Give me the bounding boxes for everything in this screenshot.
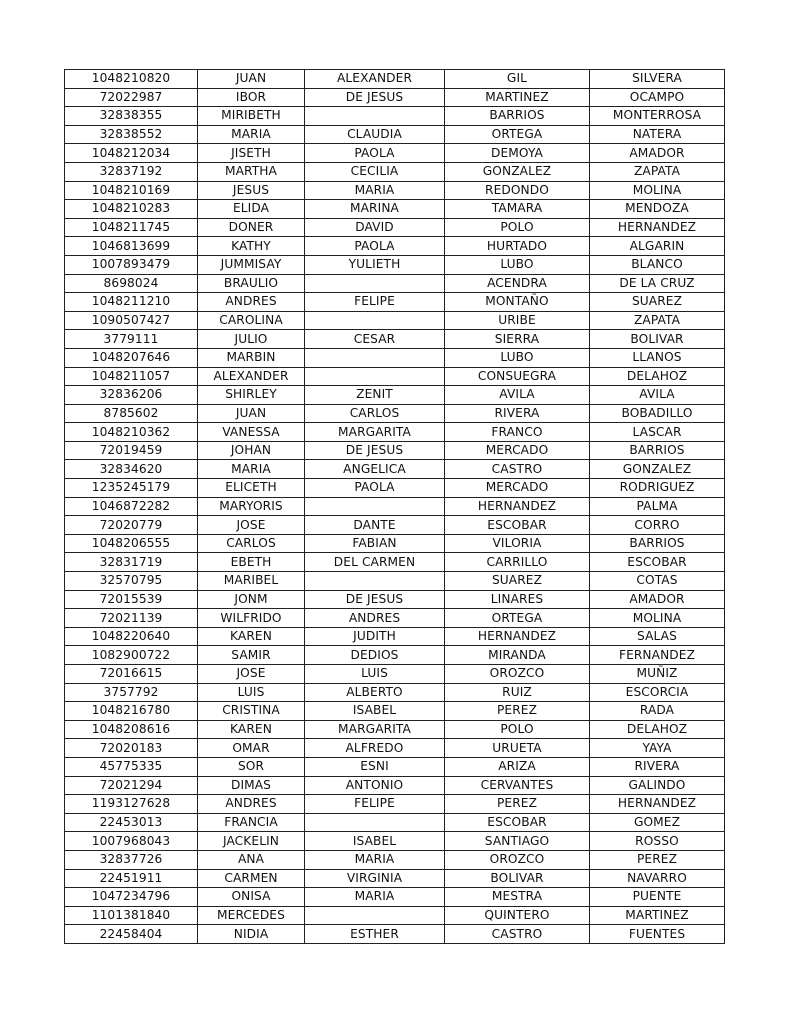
first-name-cell: JOHAN xyxy=(198,441,305,460)
id-number-cell: 3779111 xyxy=(65,330,198,349)
id-number-cell: 1101381840 xyxy=(65,906,198,925)
middle-name-cell: PAOLA xyxy=(305,144,445,163)
first-surname-cell: MERCADO xyxy=(445,441,590,460)
table-row xyxy=(65,423,725,442)
id-number-cell: 72020183 xyxy=(65,739,198,758)
first-name-cell: JONM xyxy=(198,590,305,609)
middle-name-cell: FELIPE xyxy=(305,293,445,312)
id-number-cell: 8785602 xyxy=(65,404,198,423)
first-name-cell: ONISA xyxy=(198,888,305,907)
table-row xyxy=(65,590,725,609)
first-name-cell: MARTHA xyxy=(198,162,305,181)
table-row xyxy=(65,850,725,869)
id-number-cell: 45775335 xyxy=(65,757,198,776)
table-row xyxy=(65,386,725,405)
id-number-cell: 72021294 xyxy=(65,776,198,795)
second-surname-cell: GOMEZ xyxy=(590,813,725,832)
first-surname-cell: ESCOBAR xyxy=(445,813,590,832)
id-number-cell: 1048210169 xyxy=(65,181,198,200)
table-row xyxy=(65,497,725,516)
middle-name-cell xyxy=(305,274,445,293)
first-name-cell: LUIS xyxy=(198,683,305,702)
first-surname-cell: ORTEGA xyxy=(445,125,590,144)
second-surname-cell: DE LA CRUZ xyxy=(590,274,725,293)
table-row xyxy=(65,832,725,851)
first-name-cell: CARMEN xyxy=(198,869,305,888)
table-row xyxy=(65,646,725,665)
middle-name-cell: PAOLA xyxy=(305,479,445,498)
first-name-cell: ALEXANDER xyxy=(198,367,305,386)
middle-name-cell: ESNI xyxy=(305,757,445,776)
table-row xyxy=(65,107,725,126)
second-surname-cell: LASCAR xyxy=(590,423,725,442)
first-name-cell: JOSE xyxy=(198,665,305,684)
middle-name-cell xyxy=(305,367,445,386)
first-surname-cell: TAMARA xyxy=(445,200,590,219)
second-surname-cell: ESCOBAR xyxy=(590,553,725,572)
table-row xyxy=(65,367,725,386)
table-row xyxy=(65,572,725,591)
table-row xyxy=(65,683,725,702)
id-number-cell: 32838355 xyxy=(65,107,198,126)
first-surname-cell: CERVANTES xyxy=(445,776,590,795)
id-number-cell: 72016615 xyxy=(65,665,198,684)
table-row xyxy=(65,274,725,293)
first-surname-cell: URUETA xyxy=(445,739,590,758)
first-surname-cell: URIBE xyxy=(445,311,590,330)
table-row xyxy=(65,553,725,572)
first-name-cell: IBOR xyxy=(198,88,305,107)
middle-name-cell: ALEXANDER xyxy=(305,70,445,89)
second-surname-cell: ROSSO xyxy=(590,832,725,851)
first-surname-cell: SANTIAGO xyxy=(445,832,590,851)
first-name-cell: NIDIA xyxy=(198,925,305,944)
table-row xyxy=(65,237,725,256)
middle-name-cell: DEL CARMEN xyxy=(305,553,445,572)
first-surname-cell: MONTAÑO xyxy=(445,293,590,312)
middle-name-cell: ESTHER xyxy=(305,925,445,944)
second-surname-cell: RODRIGUEZ xyxy=(590,479,725,498)
first-name-cell: MARBIN xyxy=(198,348,305,367)
first-name-cell: SHIRLEY xyxy=(198,386,305,405)
id-number-cell: 1048210820 xyxy=(65,70,198,89)
id-number-cell: 1048210283 xyxy=(65,200,198,219)
second-surname-cell: ESCORCIA xyxy=(590,683,725,702)
id-number-cell: 1048216780 xyxy=(65,702,198,721)
first-name-cell: JUMMISAY xyxy=(198,255,305,274)
id-number-cell: 72019459 xyxy=(65,441,198,460)
first-name-cell: SOR xyxy=(198,757,305,776)
table-row xyxy=(65,720,725,739)
first-surname-cell: LUBO xyxy=(445,255,590,274)
second-surname-cell: PALMA xyxy=(590,497,725,516)
second-surname-cell: BOLIVAR xyxy=(590,330,725,349)
middle-name-cell: PAOLA xyxy=(305,237,445,256)
table-row xyxy=(65,441,725,460)
table-row xyxy=(65,255,725,274)
first-surname-cell: SUAREZ xyxy=(445,572,590,591)
middle-name-cell: CARLOS xyxy=(305,404,445,423)
first-name-cell: JOSE xyxy=(198,516,305,535)
middle-name-cell: ANDRES xyxy=(305,609,445,628)
table-row xyxy=(65,534,725,553)
table-row xyxy=(65,925,725,944)
second-surname-cell: GALINDO xyxy=(590,776,725,795)
middle-name-cell: DEDIOS xyxy=(305,646,445,665)
id-number-cell: 1007968043 xyxy=(65,832,198,851)
second-surname-cell: BARRIOS xyxy=(590,441,725,460)
first-surname-cell: MERCADO xyxy=(445,479,590,498)
middle-name-cell: MARIA xyxy=(305,850,445,869)
id-number-cell: 22451911 xyxy=(65,869,198,888)
first-surname-cell: BARRIOS xyxy=(445,107,590,126)
table-row xyxy=(65,162,725,181)
first-surname-cell: OROZCO xyxy=(445,850,590,869)
first-name-cell: JUAN xyxy=(198,70,305,89)
id-number-cell: 1082900722 xyxy=(65,646,198,665)
id-number-cell: 72021139 xyxy=(65,609,198,628)
middle-name-cell: DE JESUS xyxy=(305,88,445,107)
table-row xyxy=(65,70,725,89)
first-surname-cell: QUINTERO xyxy=(445,906,590,925)
second-surname-cell: YAYA xyxy=(590,739,725,758)
middle-name-cell: CECILIA xyxy=(305,162,445,181)
first-name-cell: FRANCIA xyxy=(198,813,305,832)
first-surname-cell: AVILA xyxy=(445,386,590,405)
middle-name-cell: ANGELICA xyxy=(305,460,445,479)
first-surname-cell: MIRANDA xyxy=(445,646,590,665)
first-surname-cell: ACENDRA xyxy=(445,274,590,293)
second-surname-cell: SILVERA xyxy=(590,70,725,89)
second-surname-cell: RIVERA xyxy=(590,757,725,776)
first-name-cell: KAREN xyxy=(198,720,305,739)
first-surname-cell: LUBO xyxy=(445,348,590,367)
middle-name-cell: YULIETH xyxy=(305,255,445,274)
id-number-cell: 1048220640 xyxy=(65,627,198,646)
first-surname-cell: PEREZ xyxy=(445,795,590,814)
middle-name-cell xyxy=(305,348,445,367)
table-row xyxy=(65,516,725,535)
middle-name-cell: JUDITH xyxy=(305,627,445,646)
first-name-cell: JACKELIN xyxy=(198,832,305,851)
second-surname-cell: MONTERROSA xyxy=(590,107,725,126)
first-surname-cell: MARTINEZ xyxy=(445,88,590,107)
middle-name-cell: ANTONIO xyxy=(305,776,445,795)
first-surname-cell: GIL xyxy=(445,70,590,89)
middle-name-cell: ISABEL xyxy=(305,702,445,721)
second-surname-cell: BLANCO xyxy=(590,255,725,274)
second-surname-cell: MOLINA xyxy=(590,609,725,628)
id-number-cell: 1048212034 xyxy=(65,144,198,163)
second-surname-cell: AMADOR xyxy=(590,590,725,609)
first-name-cell: KATHY xyxy=(198,237,305,256)
id-number-cell: 1048208616 xyxy=(65,720,198,739)
second-surname-cell: RADA xyxy=(590,702,725,721)
first-name-cell: CRISTINA xyxy=(198,702,305,721)
middle-name-cell: FABIAN xyxy=(305,534,445,553)
table-row xyxy=(65,181,725,200)
first-surname-cell: HERNANDEZ xyxy=(445,627,590,646)
first-name-cell: VANESSA xyxy=(198,423,305,442)
id-number-cell: 1046813699 xyxy=(65,237,198,256)
first-name-cell: MARIBEL xyxy=(198,572,305,591)
table-row xyxy=(65,218,725,237)
first-name-cell: MERCEDES xyxy=(198,906,305,925)
id-number-cell: 1048207646 xyxy=(65,348,198,367)
first-name-cell: WILFRIDO xyxy=(198,609,305,628)
middle-name-cell: MARIA xyxy=(305,888,445,907)
first-name-cell: MARIA xyxy=(198,460,305,479)
id-number-cell: 22453013 xyxy=(65,813,198,832)
first-name-cell: MARIA xyxy=(198,125,305,144)
table-row xyxy=(65,627,725,646)
first-surname-cell: FRANCO xyxy=(445,423,590,442)
middle-name-cell xyxy=(305,497,445,516)
first-name-cell: EBETH xyxy=(198,553,305,572)
id-number-cell: 32834620 xyxy=(65,460,198,479)
second-surname-cell: PEREZ xyxy=(590,850,725,869)
table-row xyxy=(65,293,725,312)
first-surname-cell: PEREZ xyxy=(445,702,590,721)
second-surname-cell: NAVARRO xyxy=(590,869,725,888)
first-surname-cell: ARIZA xyxy=(445,757,590,776)
middle-name-cell xyxy=(305,311,445,330)
second-surname-cell: AVILA xyxy=(590,386,725,405)
second-surname-cell: FERNANDEZ xyxy=(590,646,725,665)
first-surname-cell: DEMOYA xyxy=(445,144,590,163)
first-name-cell: ANA xyxy=(198,850,305,869)
middle-name-cell: DE JESUS xyxy=(305,590,445,609)
first-surname-cell: SIERRA xyxy=(445,330,590,349)
id-number-cell: 3757792 xyxy=(65,683,198,702)
first-name-cell: ANDRES xyxy=(198,795,305,814)
middle-name-cell: DE JESUS xyxy=(305,441,445,460)
middle-name-cell: ZENIT xyxy=(305,386,445,405)
table-row xyxy=(65,311,725,330)
second-surname-cell: HERNANDEZ xyxy=(590,218,725,237)
id-number-cell: 32837726 xyxy=(65,850,198,869)
second-surname-cell: LLANOS xyxy=(590,348,725,367)
table-row xyxy=(65,460,725,479)
id-number-cell: 32831719 xyxy=(65,553,198,572)
first-name-cell: MARYORIS xyxy=(198,497,305,516)
first-name-cell: CAROLINA xyxy=(198,311,305,330)
middle-name-cell: CLAUDIA xyxy=(305,125,445,144)
second-surname-cell: AMADOR xyxy=(590,144,725,163)
id-number-cell: 1193127628 xyxy=(65,795,198,814)
first-name-cell: DONER xyxy=(198,218,305,237)
first-name-cell: DIMAS xyxy=(198,776,305,795)
id-number-cell: 72022987 xyxy=(65,88,198,107)
first-surname-cell: OROZCO xyxy=(445,665,590,684)
id-number-cell: 1048210362 xyxy=(65,423,198,442)
table-row xyxy=(65,776,725,795)
first-name-cell: ANDRES xyxy=(198,293,305,312)
first-name-cell: JUAN xyxy=(198,404,305,423)
first-surname-cell: RIVERA xyxy=(445,404,590,423)
id-number-cell: 1048211210 xyxy=(65,293,198,312)
table-row xyxy=(65,739,725,758)
middle-name-cell: ALFREDO xyxy=(305,739,445,758)
second-surname-cell: GONZALEZ xyxy=(590,460,725,479)
second-surname-cell: NATERA xyxy=(590,125,725,144)
id-number-cell: 32838552 xyxy=(65,125,198,144)
first-surname-cell: BOLIVAR xyxy=(445,869,590,888)
table-row xyxy=(65,702,725,721)
table-row xyxy=(65,479,725,498)
second-surname-cell: MUÑIZ xyxy=(590,665,725,684)
table-row xyxy=(65,200,725,219)
second-surname-cell: PUENTE xyxy=(590,888,725,907)
id-number-cell: 32570795 xyxy=(65,572,198,591)
table-row xyxy=(65,125,725,144)
table-row xyxy=(65,348,725,367)
middle-name-cell: MARINA xyxy=(305,200,445,219)
second-surname-cell: OCAMPO xyxy=(590,88,725,107)
table-row xyxy=(65,757,725,776)
middle-name-cell: ISABEL xyxy=(305,832,445,851)
second-surname-cell: SALAS xyxy=(590,627,725,646)
first-surname-cell: LINARES xyxy=(445,590,590,609)
second-surname-cell: ALGARIN xyxy=(590,237,725,256)
first-surname-cell: HURTADO xyxy=(445,237,590,256)
id-number-cell: 1235245179 xyxy=(65,479,198,498)
id-number-cell: 1090507427 xyxy=(65,311,198,330)
middle-name-cell: VIRGINIA xyxy=(305,869,445,888)
first-name-cell: BRAULIO xyxy=(198,274,305,293)
id-number-cell: 1047234796 xyxy=(65,888,198,907)
second-surname-cell: DELAHOZ xyxy=(590,367,725,386)
second-surname-cell: BARRIOS xyxy=(590,534,725,553)
first-name-cell: JULIO xyxy=(198,330,305,349)
second-surname-cell: ZAPATA xyxy=(590,311,725,330)
first-surname-cell: MESTRA xyxy=(445,888,590,907)
middle-name-cell xyxy=(305,107,445,126)
first-name-cell: CARLOS xyxy=(198,534,305,553)
id-number-cell: 1048211057 xyxy=(65,367,198,386)
middle-name-cell: FELIPE xyxy=(305,795,445,814)
middle-name-cell xyxy=(305,572,445,591)
table-row xyxy=(65,330,725,349)
table-row xyxy=(65,665,725,684)
id-number-cell: 72020779 xyxy=(65,516,198,535)
table-row xyxy=(65,795,725,814)
middle-name-cell xyxy=(305,906,445,925)
names-table xyxy=(64,69,725,944)
first-name-cell: MIRIBETH xyxy=(198,107,305,126)
second-surname-cell: SUAREZ xyxy=(590,293,725,312)
second-surname-cell: MARTINEZ xyxy=(590,906,725,925)
names-table-body xyxy=(65,70,725,944)
first-surname-cell: REDONDO xyxy=(445,181,590,200)
first-name-cell: ELICETH xyxy=(198,479,305,498)
second-surname-cell: MENDOZA xyxy=(590,200,725,219)
id-number-cell: 1048206555 xyxy=(65,534,198,553)
id-number-cell: 1007893479 xyxy=(65,255,198,274)
table-row xyxy=(65,144,725,163)
id-number-cell: 1048211745 xyxy=(65,218,198,237)
first-surname-cell: VILORIA xyxy=(445,534,590,553)
first-name-cell: ELIDA xyxy=(198,200,305,219)
second-surname-cell: ZAPATA xyxy=(590,162,725,181)
second-surname-cell: COTAS xyxy=(590,572,725,591)
middle-name-cell: MARGARITA xyxy=(305,720,445,739)
second-surname-cell: CORRO xyxy=(590,516,725,535)
first-surname-cell: HERNANDEZ xyxy=(445,497,590,516)
second-surname-cell: DELAHOZ xyxy=(590,720,725,739)
middle-name-cell: LUIS xyxy=(305,665,445,684)
first-surname-cell: CONSUEGRA xyxy=(445,367,590,386)
id-number-cell: 32836206 xyxy=(65,386,198,405)
first-surname-cell: POLO xyxy=(445,218,590,237)
middle-name-cell xyxy=(305,813,445,832)
second-surname-cell: MOLINA xyxy=(590,181,725,200)
first-surname-cell: CASTRO xyxy=(445,925,590,944)
first-name-cell: JISETH xyxy=(198,144,305,163)
table-row xyxy=(65,888,725,907)
first-surname-cell: POLO xyxy=(445,720,590,739)
second-surname-cell: HERNANDEZ xyxy=(590,795,725,814)
middle-name-cell: MARGARITA xyxy=(305,423,445,442)
first-name-cell: OMAR xyxy=(198,739,305,758)
middle-name-cell: CESAR xyxy=(305,330,445,349)
first-surname-cell: ESCOBAR xyxy=(445,516,590,535)
table-row xyxy=(65,609,725,628)
id-number-cell: 32837192 xyxy=(65,162,198,181)
table-row xyxy=(65,869,725,888)
first-surname-cell: CARRILLO xyxy=(445,553,590,572)
first-name-cell: SAMIR xyxy=(198,646,305,665)
table-row xyxy=(65,906,725,925)
id-number-cell: 1046872282 xyxy=(65,497,198,516)
second-surname-cell: BOBADILLO xyxy=(590,404,725,423)
table-row xyxy=(65,813,725,832)
middle-name-cell: ALBERTO xyxy=(305,683,445,702)
id-number-cell: 72015539 xyxy=(65,590,198,609)
table-row xyxy=(65,88,725,107)
first-surname-cell: RUIZ xyxy=(445,683,590,702)
first-name-cell: KAREN xyxy=(198,627,305,646)
middle-name-cell: DAVID xyxy=(305,218,445,237)
first-surname-cell: CASTRO xyxy=(445,460,590,479)
first-name-cell: JESUS xyxy=(198,181,305,200)
middle-name-cell: DANTE xyxy=(305,516,445,535)
second-surname-cell: FUENTES xyxy=(590,925,725,944)
middle-name-cell: MARIA xyxy=(305,181,445,200)
id-number-cell: 22458404 xyxy=(65,925,198,944)
first-surname-cell: GONZALEZ xyxy=(445,162,590,181)
table-row xyxy=(65,404,725,423)
first-surname-cell: ORTEGA xyxy=(445,609,590,628)
id-number-cell: 8698024 xyxy=(65,274,198,293)
